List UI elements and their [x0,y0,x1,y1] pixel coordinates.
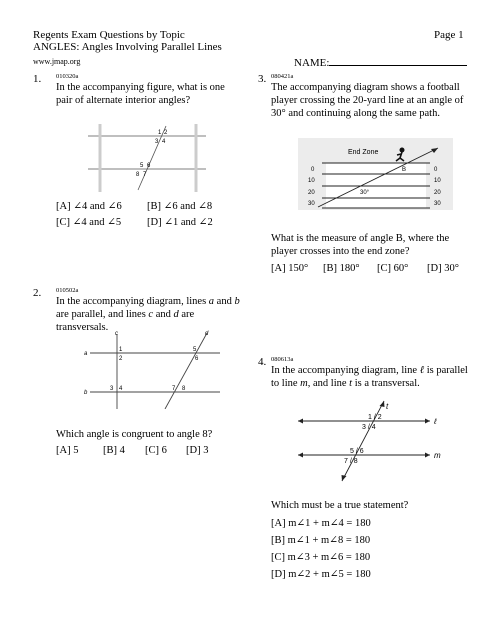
question-3-number: 3. [258,73,267,85]
fig1-label-7: 7 [143,172,147,178]
name-field [294,55,467,70]
q2-answer-a[interactable]: [A] 5 [56,445,79,456]
fig1-label-4: 4 [162,139,166,145]
q3-answer-d[interactable]: [D] 30° [427,263,459,274]
q2-answer-d[interactable]: [D] 3 [186,445,209,456]
fig4-label-3-4: 3 / 4 [362,424,376,431]
fig2-label-7: 7 [172,386,176,392]
fig4-label-l: ℓ [434,417,437,426]
fig2-label-c: c [115,331,118,337]
fig1-label-2: 2 [164,130,168,136]
question-4-prompt: Which must be a true statement? [271,500,409,511]
fig2-label-8: 8 [182,386,186,392]
fig1-label-8: 8 [136,172,140,178]
football-player-icon [400,148,405,153]
question-1-id: 010320a [56,73,79,80]
question-1-figure [88,124,208,192]
q3-answer-c[interactable]: [C] 60° [377,263,409,274]
question-3-text: The accompanying diagram shows a football player crossing the 20-yard line at an angle of 30° and continuing along the same path. [271,82,464,119]
fig3-label-b: B [402,167,407,173]
q1-answer-a[interactable]: [A] ∠4 and ∠6 [56,201,122,212]
question-4 [271,355,471,390]
fig4-label-m: m [434,451,441,460]
q2-answer-b[interactable]: [B] 4 [103,445,125,456]
fig2-label-2: 2 [119,356,123,362]
fig2-label-1: 1 [119,347,123,353]
question-2-text: In the accompanying diagram, lines a and b are parallel, and lines c and d are transversals. [56,296,240,333]
question-3-prompt: What is the measure of angle B, where the player crosses into the end zone? [271,233,450,257]
question-3 [271,72,471,120]
fig2-label-a: a [84,351,88,357]
fig2-label-5: 5 [193,347,197,353]
q4-answer-c[interactable]: [C] m∠3 + m∠6 = 180 [271,552,371,563]
question-4-text: In the accompanying diagram, line ℓ is parallel to line m, and line t is a transversal. [271,365,468,389]
fig3-label-end-zone: End Zone [348,149,379,156]
q3-answer-a[interactable]: [A] 150° [271,263,309,274]
fig2-label-3: 3 [110,386,114,392]
fig3-label-30-right: 30 [434,201,441,207]
doc-subtitle: ANGLES: Angles Involving Parallel Lines [33,41,222,53]
page-number: Page 1 [434,29,464,41]
fig1-label-6: 6 [147,163,151,169]
question-2-figure [82,329,222,409]
q4-answer-a[interactable]: [A] m∠1 + m∠4 = 180 [271,518,371,529]
doc-url: www.jmap.org [33,57,81,66]
q4-answer-d[interactable]: [D] m∠2 + m∠5 = 180 [271,569,371,580]
fig3-label-30-left: 30 [308,201,315,207]
q3-answer-b[interactable]: [B] 180° [323,263,360,274]
fig3-label-angle: 30° [360,190,370,196]
fig2-label-6: 6 [195,356,199,362]
name-label: NAME: [294,57,330,69]
fig1-label-5: 5 [140,163,144,169]
fig3-label-0-right: 0 [434,167,438,173]
question-4-id: 080613a [271,356,294,363]
fig3-label-20-left: 20 [308,190,315,196]
question-3-id: 080421a [271,73,294,80]
question-2 [56,286,244,334]
q1-answer-c[interactable]: [C] ∠4 and ∠5 [56,217,122,228]
q1-answer-d[interactable]: [D] ∠1 and ∠2 [147,217,213,228]
question-2-number: 2. [33,287,42,299]
q4-answer-b[interactable]: [B] m∠1 + m∠8 = 180 [271,535,371,546]
question-1-text: In the accompanying figure, what is one pair of alternate interior angles? [56,82,225,106]
question-1 [56,72,242,107]
fig3-label-0-left: 0 [311,167,315,173]
doc-title: Regents Exam Questions by Topic [33,29,185,41]
question-4-figure [292,399,442,483]
fig4-label-1-2: 1 / 2 [368,414,382,421]
question-1-number: 1. [33,73,42,85]
fig3-label-20-right: 20 [434,190,441,196]
q1-answer-b[interactable]: [B] ∠6 and ∠8 [147,201,213,212]
fig2-label-4: 4 [119,386,123,392]
question-4-number: 4. [258,356,267,368]
fig4-label-5-6: 5 / 6 [350,448,364,455]
fig3-label-10-right: 10 [434,178,441,184]
question-3-figure [298,138,453,210]
q2-answer-c[interactable]: [C] 6 [145,445,167,456]
question-2-id: 010502a [56,287,79,294]
fig4-label-t: t [386,402,389,411]
fig2-label-b: b [84,390,88,396]
fig1-label-3: 3 [155,139,159,145]
fig3-label-10-left: 10 [308,178,315,184]
question-2-prompt: Which angle is congruent to angle 8? [56,429,213,440]
fig2-label-d: d [205,331,209,337]
fig1-label-1: 1 [158,130,162,136]
fig4-label-7-8: 7 / 8 [344,458,358,465]
name-blank-line [329,55,467,66]
